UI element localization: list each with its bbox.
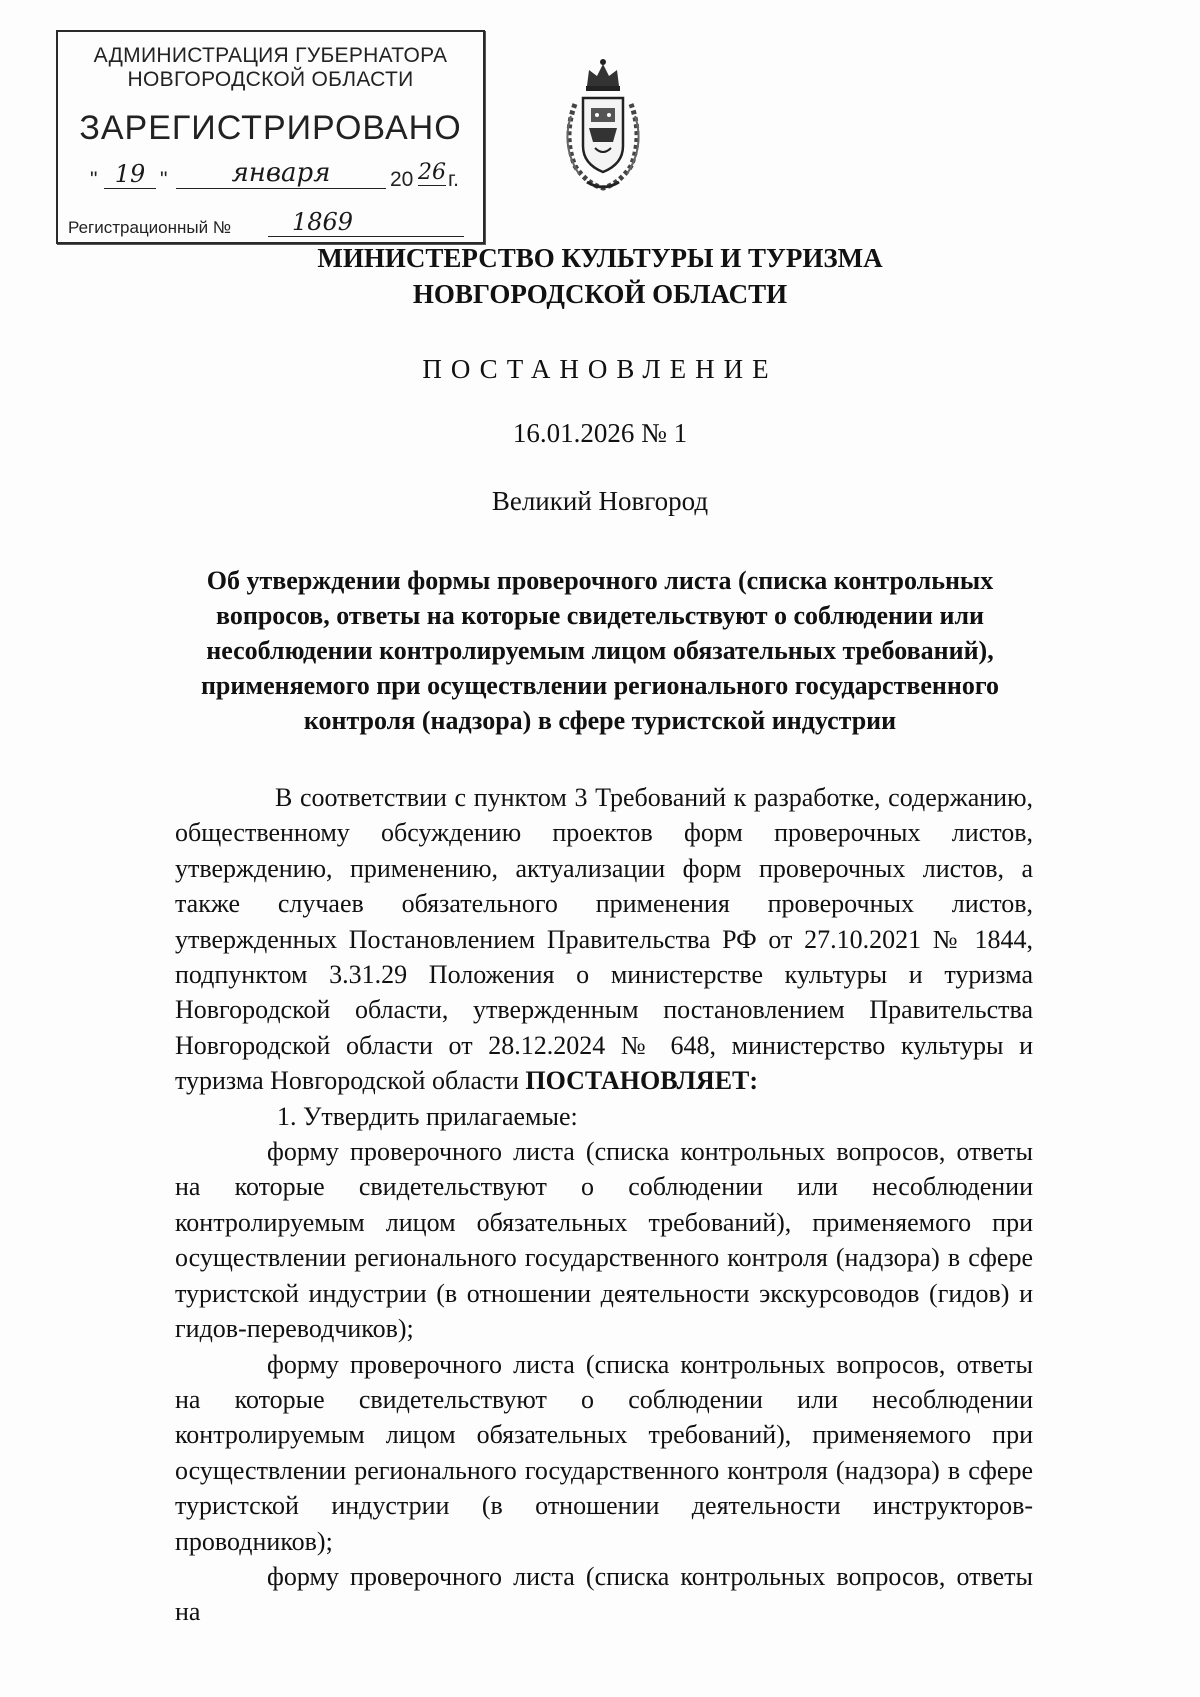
ministry-line2: НОВГОРОДСКОЙ ОБЛАСТИ [412,279,788,309]
registration-stamp [56,30,485,244]
stamp-month: января [176,158,386,189]
document-body [175,780,1033,1630]
stamp-year-suffix: 26 [418,160,446,185]
document-date-number: 16.01.2026 № 1 [512,418,688,448]
form-item-1: форму проверочного листа (списка контрольных вопросов, ответы на которые свидетельствуют о соблюдении или несоблюдении контролируемым лицом обязательных требований), применяемого при осуществлении регионального государственного контроля (надзора) в сфере туристской индустрии (в отношении деятельности экскурсоводов (гидов) и гидов-переводчиков); [175,1137,1033,1344]
document-city: Великий Новгород [491,486,709,516]
stamp-quote-close: " [160,168,168,191]
stamp-registered: ЗАРЕГИСТРИРОВАНО [79,109,462,147]
document-type: ПОСТАНОВЛЕНИЕ [422,354,778,384]
form-item-2: форму проверочного листа (списка контрольных вопросов, ответы на которые свидетельствуют о соблюдении или несоблюдении контролируемым лицом обязательных требований), применяемого при осуществлении регионального государственного контроля (надзора) в сфере туристской индустрии (в отношении деятельности инструкторов-проводников); [175,1349,1033,1556]
stamp-reg-number [68,208,478,240]
ministry-name [150,240,1050,312]
item-1: 1. Утвердить прилагаемые: [277,1101,578,1131]
decree-keyword: ПОСТАНОВЛЯЕТ: [525,1066,759,1096]
intro-text: В соответствии с пунктом 3 Требований к разработке, содержанию, общественному обсуждению проектов форм проверочных листов, утверждению, применению, актуализации форм проверочных листов, а также случаев обязательного применения проверочных листов, утвержденных Постановлением Правительства РФ от 27.10.2021 № 1844, подпунктом 3.31.29 Положения о министерстве культуры и туризма Новгородской области, утвержденным постановлением Правительства Новгородской области от 28.12.2024 № 648, министерство культуры и туризма Новгородской области [175,783,1033,1096]
stamp-reg-value: 1869 [268,208,464,237]
coat-of-arms-icon [553,56,653,196]
form-item-3: форму проверочного листа (списка контрольных вопросов, ответы на [175,1561,1033,1627]
ministry-line1: МИНИСТЕРСТВО КУЛЬТУРЫ И ТУРИЗМА [317,243,883,273]
stamp-org-line1: АДМИНИСТРАЦИЯ ГУБЕРНАТОРА [93,44,448,67]
stamp-year-unit: г. [448,168,459,191]
stamp-date [90,158,460,196]
stamp-quote-open: " [90,168,98,191]
stamp-reg-label: Регистрационный № [68,218,232,237]
stamp-year-prefix: 20 [390,168,414,191]
stamp-day: 19 [104,160,156,189]
stamp-org-line2: НОВГОРОДСКОЙ ОБЛАСТИ [127,68,414,91]
document-subject: Об утверждении формы проверочного листа (списка контрольных вопросов, ответы на которые свидетельствуют о соблюдении или несоблюдении контролируемым лицом обязательных требований), применяемого при осуществлении регионального государственного контроля (надзора) в сфере туристской индустрии [200,566,1000,735]
intro-paragraph [175,780,1033,1099]
